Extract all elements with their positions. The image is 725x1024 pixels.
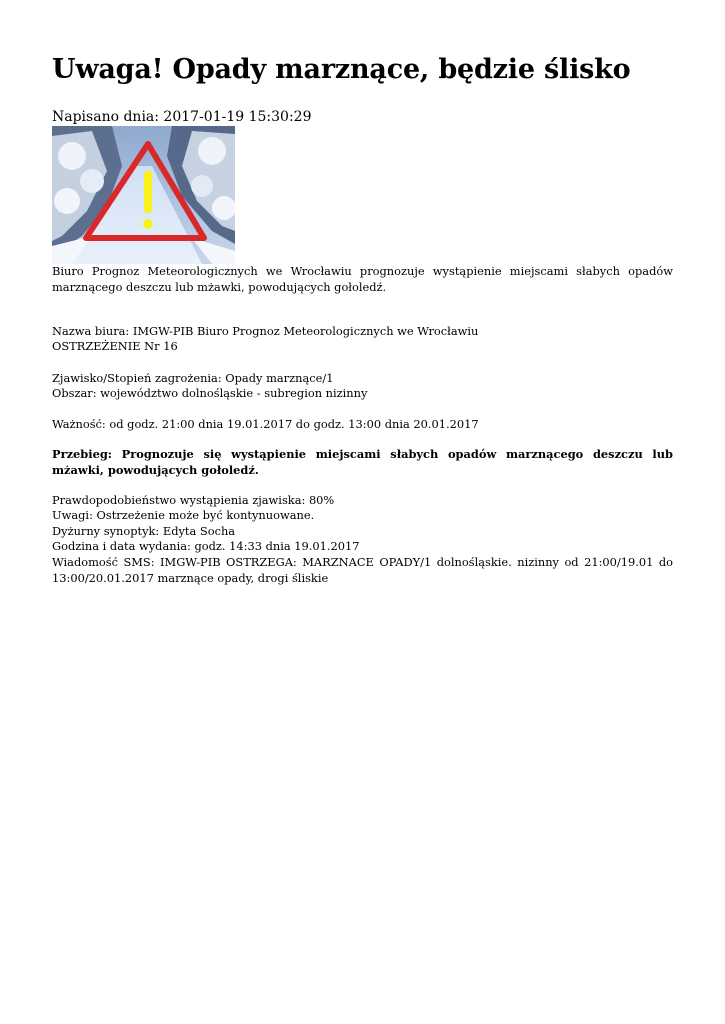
validity: Ważność: od godz. 21:00 dnia 19.01.2017 do godz. 13:00 dnia 20.01.2017: [52, 417, 479, 431]
issue-date: Godzina i data wydania: godz. 14:33 dnia 19.01.2017: [52, 539, 360, 553]
phenomenon: Zjawisko/Stopień zagrożenia: Opady marznące/1: [52, 371, 334, 385]
intro-paragraph: Biuro Prognoz Meteorologicznych we Wrocławiu prognozuje wystąpienie miejscami słabych opadów marznącego deszczu lub mżawki, powodujących gołoledź.: [52, 264, 673, 294]
office-name: Nazwa biura: IMGW-PIB Biuro Prognoz Meteorologicznych we Wrocławiu: [52, 324, 479, 338]
article-image: [52, 126, 235, 264]
remarks: Uwagi: Ostrzeżenie może być kontynuowane.: [52, 508, 315, 522]
publish-date: Napisano dnia: 2017-01-19 15:30:29: [52, 109, 312, 125]
winter-road-warning-image: [52, 126, 235, 264]
course-paragraph: Przebieg: Prognozuje się wystąpienie miejscami słabych opadów marznącego deszczu lub mżawki, powodujących gołoledź.: [52, 447, 673, 477]
article-title: Uwaga! Opady marznące, będzie ślisko: [52, 54, 631, 85]
probability: Prawdopodobieństwo wystąpienia zjawiska: 80%: [52, 493, 335, 507]
warning-number: OSTRZEŻENIE Nr 16: [52, 339, 178, 353]
area: Obszar: województwo dolnośląskie - subregion nizinny: [52, 386, 368, 400]
sms-message: Wiadomość SMS: IMGW-PIB OSTRZEGA: MARZNACE OPADY/1 dolnośląskie. nizinny od 21:00/19.01 do 13:00/20.01.2017 marznące opady, drogi śliskie: [52, 555, 673, 585]
forecaster: Dyżurny synoptyk: Edyta Socha: [52, 524, 236, 538]
